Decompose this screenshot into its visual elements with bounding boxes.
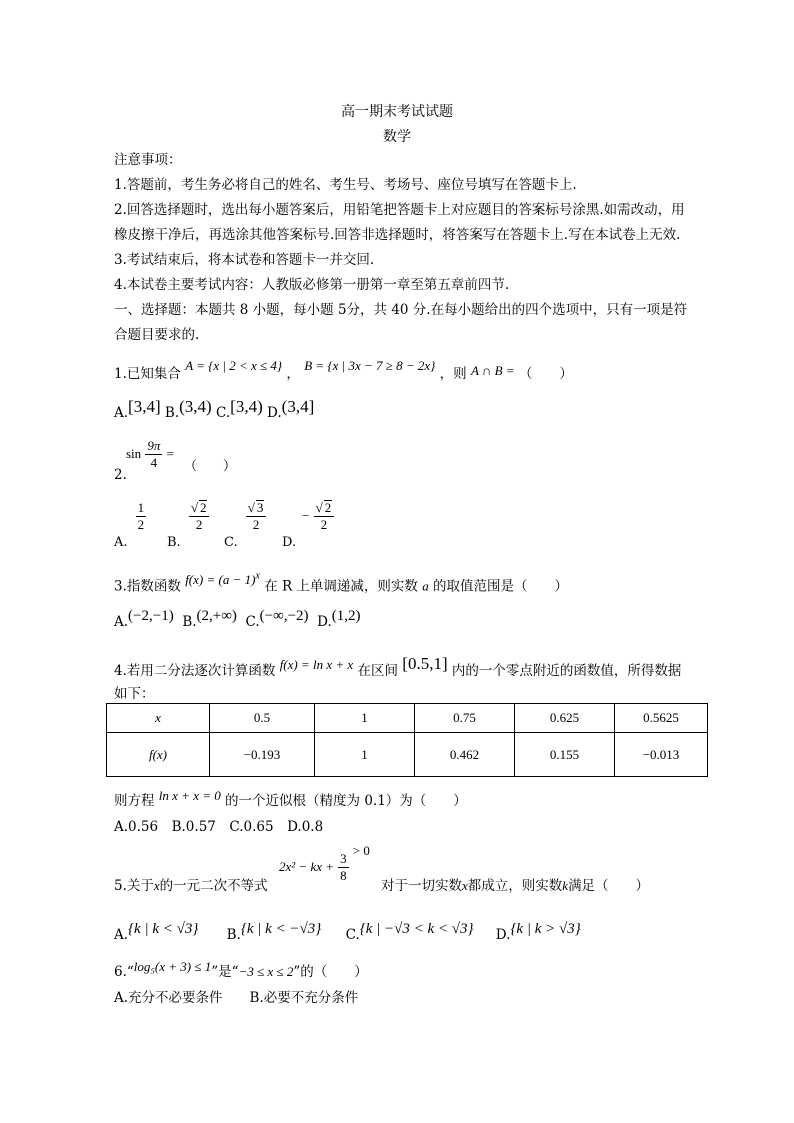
- table-cell: 0.75: [415, 704, 515, 733]
- q2-option-a[interactable]: A. $\frac{1}{2}$: [114, 500, 145, 550]
- q3-function: $f(x) = (a - 1)^x$: [185, 571, 260, 588]
- q4-interval: [0.5,1]: [402, 654, 448, 673]
- section-heading: 一、选择题：本题共 8 小题，每小题 5分，共 40 分.在每小题给出的四个选项中，只有一项是符: [114, 302, 688, 318]
- table-cell: 0.5: [210, 704, 315, 733]
- exam-subject: 数学: [383, 129, 411, 145]
- q2-number: 2.: [114, 467, 127, 483]
- q3-option-c[interactable]: C.(−∞,−2): [245, 608, 309, 630]
- q2-option-b[interactable]: B. $\frac{√ 2}{2}$: [167, 500, 209, 533]
- q3-var: a: [422, 578, 429, 594]
- q1-option-a[interactable]: A.[3,4]: [114, 397, 161, 421]
- table-cell: −0.013: [615, 733, 708, 777]
- q2-option-d[interactable]: D.− $\frac{√ 2}{2}$: [282, 500, 334, 533]
- question-6: 6.“log₅(x + 3) ≤ 1”是“−3 ≤ x ≤ 2”的（ ）: [114, 959, 368, 980]
- q1-then: ，则: [439, 366, 467, 382]
- table-row: [107, 704, 708, 733]
- q3-option-d[interactable]: D.(1,2): [317, 608, 361, 630]
- q4-equation: ln x + x = 0: [158, 788, 221, 803]
- question-5-cont: 对于一切实数x都成立，则实数k满足（ ）: [381, 878, 650, 894]
- q1-comma: ，: [286, 366, 300, 382]
- q5-option-a[interactable]: A.{k | k < √3}: [114, 921, 199, 943]
- table-cell: f(x): [107, 733, 210, 777]
- q1-set-a: A = {x | 2 < x ≤ 4}: [185, 358, 283, 373]
- q5-options: [114, 920, 581, 943]
- notice-item-1: 1.答题前，考生务必将自己的姓名、考生号、考场号、座位号填写在答题卡上.: [114, 177, 577, 193]
- q4-function: f(x) = ln x + x: [279, 657, 354, 672]
- q5-option-d[interactable]: D.{k | k > √3}: [495, 921, 581, 943]
- q3-prefix: 3.指数函数: [114, 578, 181, 595]
- q3-option-b[interactable]: B.(2,+∞): [182, 608, 237, 630]
- bisection-table: [106, 703, 708, 777]
- q1-paren: （ ）: [518, 366, 573, 382]
- q6-options[interactable]: A.充分不必要条件 B.必要不充分条件: [114, 990, 359, 1006]
- q1-option-d[interactable]: D.(3,4]: [267, 397, 315, 421]
- question-1: [114, 358, 573, 383]
- q1-options: [114, 397, 315, 422]
- q6-expr1: log₅(x + 3) ≤ 1: [133, 959, 212, 974]
- section-heading-cont: 合题目要求的.: [114, 327, 200, 343]
- table-cell: 0.5625: [615, 704, 708, 733]
- q1-expr: A ∩ B =: [470, 363, 515, 378]
- table-cell: 1: [315, 704, 415, 733]
- q1-prefix: 1.已知集合: [114, 366, 181, 382]
- notice-item-3: 3.考试结束后，将本试卷和答题卡一并交回.: [114, 252, 375, 268]
- q2-expression: sin $\frac{9\pi}{4}$ = （ ）: [126, 438, 236, 474]
- q4-options[interactable]: A.0.56 B.0.57 C.0.65 D.0.8: [114, 819, 324, 835]
- question-3: 3.指数函数 $f(x) = (a - 1)^x$ 在 R 上单调递减，则实数 a 的取值范围是（ ）: [114, 571, 569, 595]
- q5-option-c[interactable]: C.{k | −√3 < k < √3}: [345, 921, 474, 943]
- q6-expr2: −3 ≤ x ≤ 2: [238, 964, 294, 979]
- question-4: 4.若用二分法逐次计算函数 f(x) = ln x + x 在区间 [0.5,1] 内的一个零点附近的函数值，所得数据: [114, 654, 682, 679]
- table-cell: 0.155: [515, 733, 615, 777]
- notice-item-4: 4.本试卷主要考试内容：人教版必修第一册第一章至第五章前四节.: [114, 277, 510, 293]
- q3-options: [114, 608, 361, 631]
- q4-followup: 则方程 ln x + x = 0 的一个近似根（精度为 0.1）为（ ）: [114, 788, 467, 809]
- table-cell: 0.625: [515, 704, 615, 733]
- q1-set-b: B = {x | 3x − 7 ≥ 8 − 2x}: [304, 358, 436, 373]
- question-5: 5.关于x的一元二次不等式: [114, 878, 268, 894]
- q3-option-a[interactable]: A.(−2,−1): [114, 608, 174, 630]
- table-row: [107, 733, 708, 777]
- q4-line2: 如下：: [114, 686, 155, 702]
- exam-title: 高一期末考试试题: [341, 104, 453, 120]
- q2-option-c[interactable]: C. $\frac{√ 3}{2}$: [224, 500, 266, 533]
- q1-option-b[interactable]: B.(3,4): [164, 397, 212, 421]
- table-cell: 0.462: [415, 733, 515, 777]
- q5-inequality: 2x² − kx + $\frac{3}{8}$ > 0: [279, 843, 370, 883]
- notice-item-2-cont: 橡皮擦干净后，再选涂其他答案标号.回答非选择题时，将答案写在答题卡上.写在本试卷上无效.: [114, 227, 681, 243]
- table-cell: x: [107, 704, 210, 733]
- notice-heading: 注意事项：: [114, 152, 182, 168]
- notice-item-2: 2.回答选择题时，选出每小题答案后，用铅笔把答题卡上对应题目的答案标号涂黑.如需改动，用: [114, 202, 685, 218]
- table-cell: −0.193: [210, 733, 315, 777]
- table-cell: 1: [315, 733, 415, 777]
- q1-option-c[interactable]: C.[3,4): [216, 397, 263, 421]
- q5-option-b[interactable]: B.{k | k < −√3}: [226, 921, 322, 943]
